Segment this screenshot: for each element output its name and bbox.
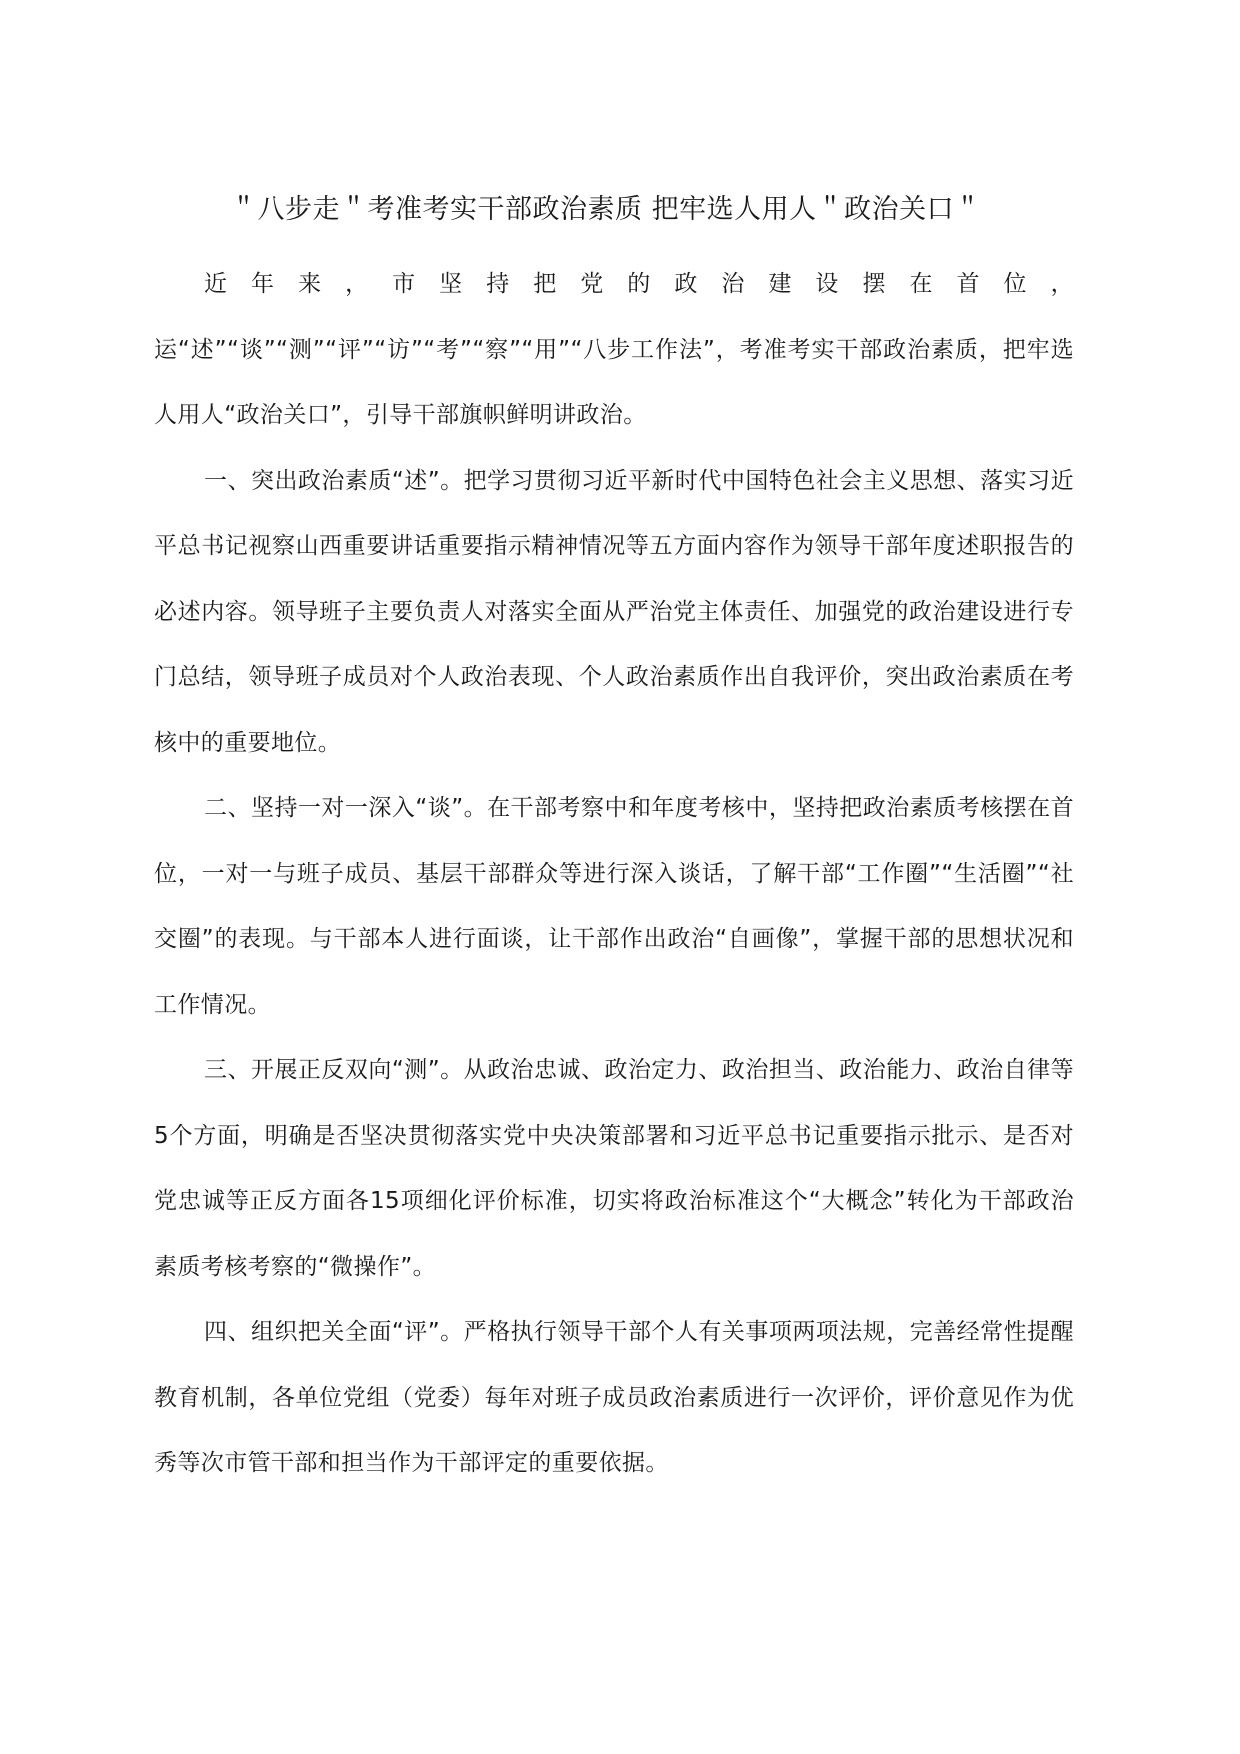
document-title: ＂八步走＂考准考实干部政治素质 把牢选人用人＂政治关口＂ xyxy=(230,194,982,225)
document-body xyxy=(154,252,1074,1497)
intro-paragraph: 近年来，市坚持把党的政治建设摆在首位，运“述”“谈”“测”“评”“访”“考”“察”“用”“八步工作法”，考准考实干部政治素质，把牢选人用人“政治关口”，引导干部旗帜鲜明讲政治。 xyxy=(154,271,1074,428)
section-1-paragraph: 一、突出政治素质“述”。把学习贯彻习近平新时代中国特色社会主义思想、落实习近平总书记视察山西重要讲话重要指示精神情况等五方面内容作为领导干部年度述职报告的必述内容。领导班子主要负责人对落实全面从严治党主体责任、加强党的政治建设进行专门总结，领导班子成员对个人政治表现、个人政治素质作出自我评价，突出政治素质在考核中的重要地位。 xyxy=(154,467,1074,756)
section-4-paragraph: 四、组织把关全面“评”。严格执行领导干部个人有关事项两项法规，完善经常性提醒教育机制，各单位党组（党委）每年对班子成员政治素质进行一次评价，评价意见作为优秀等次市管干部和担当作为干部评定的重要依据。 xyxy=(154,1319,1074,1476)
section-2-paragraph: 二、坚持一对一深入“谈”。在干部考察中和年度考核中，坚持把政治素质考核摆在首位，一对一与班子成员、基层干部群众等进行深入谈话，了解干部“工作圈”“生活圈”“社交圈”的表现。与干部本人进行面谈，让干部作出政治“自画像”，掌握干部的思想状况和工作情况。 xyxy=(154,795,1074,1018)
section-3-paragraph: 三、开展正反双向“测”。从政治忠诚、政治定力、政治担当、政治能力、政治自律等5个方面，明确是否坚决贯彻落实党中央决策部署和习近平总书记重要指示批示、是否对党忠诚等正反方面各15项细化评价标准，切实将政治标准这个“大概念”转化为干部政治素质考核考察的“微操作”。 xyxy=(154,1057,1074,1280)
